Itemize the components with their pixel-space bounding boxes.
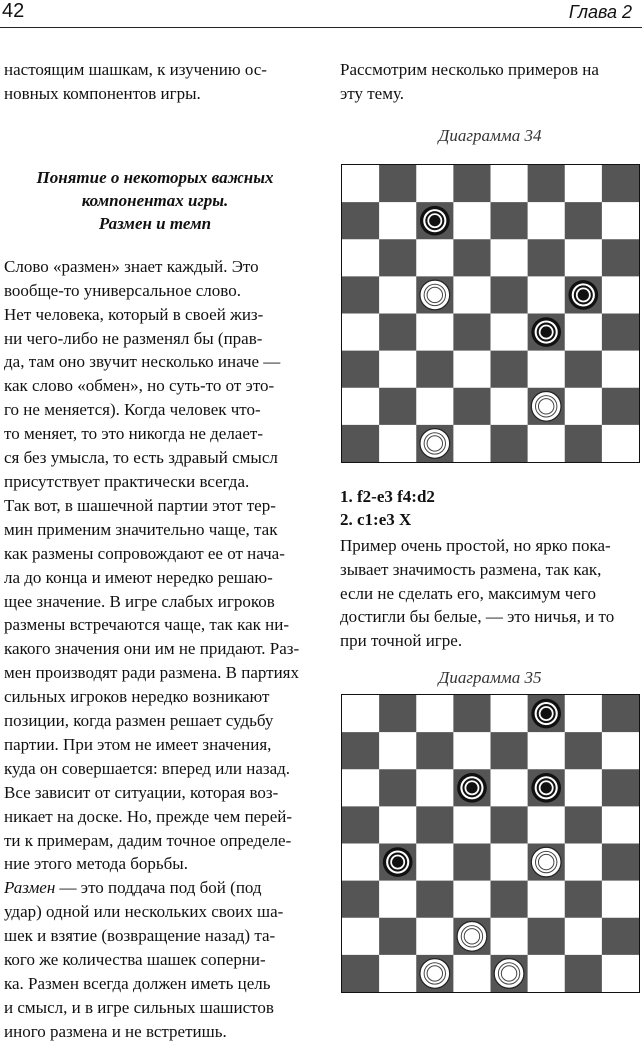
text-line: при точной игре. [340, 631, 463, 651]
heading-line: Понятие о некоторых важных [36, 167, 274, 187]
text-line: и смысл, и в игре сильных шашистов [4, 997, 274, 1017]
paragraph-1 [4, 255, 306, 494]
light-square [528, 881, 565, 918]
light-square [565, 844, 602, 881]
dark-square [565, 425, 602, 462]
light-square [342, 918, 379, 955]
light-square [491, 165, 528, 202]
diagram-35-svg [342, 695, 639, 992]
light-square [528, 425, 565, 462]
light-square [416, 165, 453, 202]
text-line: Пример очень простой, но ярко пока- [340, 536, 611, 555]
light-square [491, 239, 528, 276]
dark-square [565, 881, 602, 918]
text-line: го не меняется). Когда человек что- [4, 400, 261, 420]
text-line: Слово «размен» знает каждый. Это [4, 256, 259, 276]
intro-line: новных компонентов игры. [4, 83, 201, 103]
text-line: иного размена и не встретишь. [4, 1021, 227, 1041]
light-square [565, 239, 602, 276]
dark-square [602, 239, 639, 276]
light-square [379, 202, 416, 239]
light-square [491, 769, 528, 806]
white-checker [531, 847, 561, 877]
light-square [416, 918, 453, 955]
chapter-title: Глава 2 [568, 2, 632, 22]
light-square [491, 388, 528, 425]
page-header [0, 0, 642, 30]
definition-term: Размен [4, 878, 56, 898]
diagram-34-comment [340, 534, 640, 653]
right-column-intro [340, 58, 640, 106]
dark-square [342, 881, 379, 918]
black-checker [383, 847, 413, 877]
text-line: удар) одной или нескольких своих ша- [4, 902, 284, 922]
text-line: эту тему. [340, 84, 405, 103]
dark-square [602, 165, 639, 202]
light-square [453, 351, 490, 388]
dark-square [491, 732, 528, 769]
page-number: 42 [2, 0, 25, 22]
light-square [602, 276, 639, 313]
black-checker [531, 317, 561, 347]
light-square [416, 239, 453, 276]
dark-square [416, 732, 453, 769]
definition-rest: — это поддача под бой (под [55, 878, 262, 898]
dark-square [602, 314, 639, 351]
light-square [528, 351, 565, 388]
diagram-34-board [341, 164, 640, 463]
dark-square [379, 918, 416, 955]
text-line: присутствует практически всегда. [4, 471, 250, 491]
left-column [4, 58, 306, 1044]
paragraph-2 [4, 494, 306, 877]
dark-square [491, 276, 528, 313]
text-line: мен производят ради размена. В партиях [4, 663, 299, 683]
light-square [453, 202, 490, 239]
black-checker [568, 280, 598, 310]
dark-square [491, 202, 528, 239]
light-square [528, 202, 565, 239]
light-square [342, 239, 379, 276]
light-square [565, 695, 602, 732]
text-line: ни чего-либо не разменял бы (прав- [4, 328, 263, 348]
text-line: партии. При этом не имеет значения, [4, 734, 272, 754]
dark-square [453, 239, 490, 276]
text-line: никает на доске. Но, прежде чем перей- [4, 806, 293, 826]
light-square [565, 314, 602, 351]
dark-square [342, 351, 379, 388]
text-line: ти к примерам, дадим точное определе- [4, 830, 292, 850]
heading-line: компонентах игры. [81, 190, 229, 210]
dark-square [379, 769, 416, 806]
light-square [453, 425, 490, 462]
header-rule [0, 27, 642, 28]
light-square [342, 165, 379, 202]
light-square [602, 881, 639, 918]
light-square [491, 695, 528, 732]
dark-square [528, 918, 565, 955]
intro-line: настоящим шашкам, к изучению ос- [4, 60, 267, 79]
light-square [342, 695, 379, 732]
light-square [453, 732, 490, 769]
light-square [416, 769, 453, 806]
dark-square [602, 844, 639, 881]
text-line: как слово «обмен», но суть-то от это- [4, 376, 275, 396]
light-square [453, 276, 490, 313]
text-line: кого же количества шашек соперни- [4, 950, 266, 970]
black-checker [420, 206, 450, 236]
light-square [491, 314, 528, 351]
dark-square [453, 844, 490, 881]
dark-square [491, 881, 528, 918]
diagram-34-svg [342, 165, 639, 462]
dark-square [342, 425, 379, 462]
dark-square [491, 806, 528, 843]
text-line: если не сделать его, максимум чего [340, 583, 596, 603]
white-checker [420, 429, 450, 459]
light-square [379, 351, 416, 388]
light-square [528, 276, 565, 313]
text-line: Нет человека, который в своей жиз- [4, 304, 264, 324]
light-square [453, 806, 490, 843]
text-line: какого значения они им не придают. Раз- [4, 639, 300, 659]
diagram-35-caption: Диаграмма 35 [438, 668, 542, 687]
dark-square [491, 425, 528, 462]
light-square [602, 806, 639, 843]
dark-square [491, 351, 528, 388]
light-square [528, 955, 565, 992]
dark-square [342, 806, 379, 843]
dark-square [342, 955, 379, 992]
dark-square [342, 732, 379, 769]
dark-square [342, 202, 379, 239]
light-square [416, 314, 453, 351]
dark-square [602, 918, 639, 955]
dark-square [379, 695, 416, 732]
text-line: мин применим значительно чаще, так [4, 519, 278, 539]
text-line: ся без умысла, то есть здравый смысл [4, 448, 278, 468]
light-square [528, 732, 565, 769]
section-heading [4, 166, 306, 235]
white-checker [457, 921, 487, 951]
text-line [4, 876, 306, 900]
white-checker [531, 391, 561, 421]
light-square [565, 165, 602, 202]
text-line: зывает значимость размена, так как, [340, 559, 602, 579]
light-square [565, 769, 602, 806]
text-line: то меняет, то это никогда не делает- [4, 424, 263, 444]
light-square [602, 955, 639, 992]
text-line: ка. Размен всегда должен иметь цель [4, 974, 271, 993]
text-line: куда он совершается: вперед или назад. [4, 758, 291, 778]
dark-square [453, 695, 490, 732]
dark-square [453, 165, 490, 202]
light-square [602, 202, 639, 239]
dark-square [342, 276, 379, 313]
white-checker [494, 959, 524, 989]
light-square [342, 844, 379, 881]
dark-square [565, 202, 602, 239]
text-line: Так вот, в шашечной партии этот тер- [4, 495, 276, 515]
text-line: шек и взятие (возвращение назад) та- [4, 926, 276, 946]
text-line: размены встречаются чаще, так как ни- [4, 615, 289, 635]
dark-square [565, 806, 602, 843]
black-checker [457, 773, 487, 803]
light-square [379, 806, 416, 843]
light-square [528, 806, 565, 843]
heading-line: Размен и темп [98, 213, 212, 233]
light-square [379, 425, 416, 462]
dark-square [416, 881, 453, 918]
dark-square [602, 388, 639, 425]
light-square [491, 918, 528, 955]
dark-square [453, 388, 490, 425]
diagram-34-caption: Диаграмма 34 [438, 126, 542, 145]
dark-square [416, 351, 453, 388]
dark-square [379, 165, 416, 202]
light-square [379, 881, 416, 918]
text-line: щее значение. В игре слабых игроков [4, 591, 275, 611]
dark-square [565, 955, 602, 992]
text-line: позиции, когда размен решает судьбу [4, 711, 274, 731]
light-square [565, 388, 602, 425]
dark-square [379, 239, 416, 276]
text-line: да, там оно звучит несколько иначе — [4, 352, 281, 372]
light-square [342, 314, 379, 351]
paragraph-3 [4, 876, 306, 1043]
text-line: сильных игроков нередко возникают [4, 687, 270, 707]
light-square [416, 388, 453, 425]
light-square [453, 955, 490, 992]
move-line: 2. c1:e3 X [340, 510, 412, 529]
text-line: Все зависит от ситуации, которая воз- [4, 782, 279, 802]
black-checker [531, 773, 561, 803]
dark-square [379, 314, 416, 351]
text-line: Рассмотрим несколько примеров на [340, 60, 599, 79]
move-line: 1. f2-e3 f4:d2 [340, 487, 435, 506]
light-square [602, 425, 639, 462]
dark-square [416, 806, 453, 843]
text-line: вообще-то универсальное слово. [4, 280, 241, 300]
text-line: достигли бы белые, — это ничья, и то [340, 607, 615, 627]
dark-square [379, 388, 416, 425]
light-square [379, 732, 416, 769]
light-square [379, 955, 416, 992]
dark-square [528, 165, 565, 202]
dark-square [602, 695, 639, 732]
move-list [340, 485, 640, 531]
light-square [342, 769, 379, 806]
light-square [602, 732, 639, 769]
text-line: как размены сопровождают ее от нача- [4, 543, 285, 563]
light-square [565, 918, 602, 955]
text-line: ние этого метода борьбы. [4, 854, 188, 874]
dark-square [565, 351, 602, 388]
text-line: ла до конца и имеют нередко решаю- [4, 567, 273, 587]
light-square [602, 351, 639, 388]
light-square [379, 276, 416, 313]
white-checker [420, 280, 450, 310]
dark-square [453, 314, 490, 351]
dark-square [528, 239, 565, 276]
dark-square [565, 732, 602, 769]
black-checker [531, 699, 561, 729]
diagram-35-board [341, 694, 640, 993]
light-square [342, 388, 379, 425]
light-square [491, 844, 528, 881]
dark-square [602, 769, 639, 806]
light-square [416, 695, 453, 732]
light-square [453, 881, 490, 918]
white-checker [420, 959, 450, 989]
light-square [416, 844, 453, 881]
